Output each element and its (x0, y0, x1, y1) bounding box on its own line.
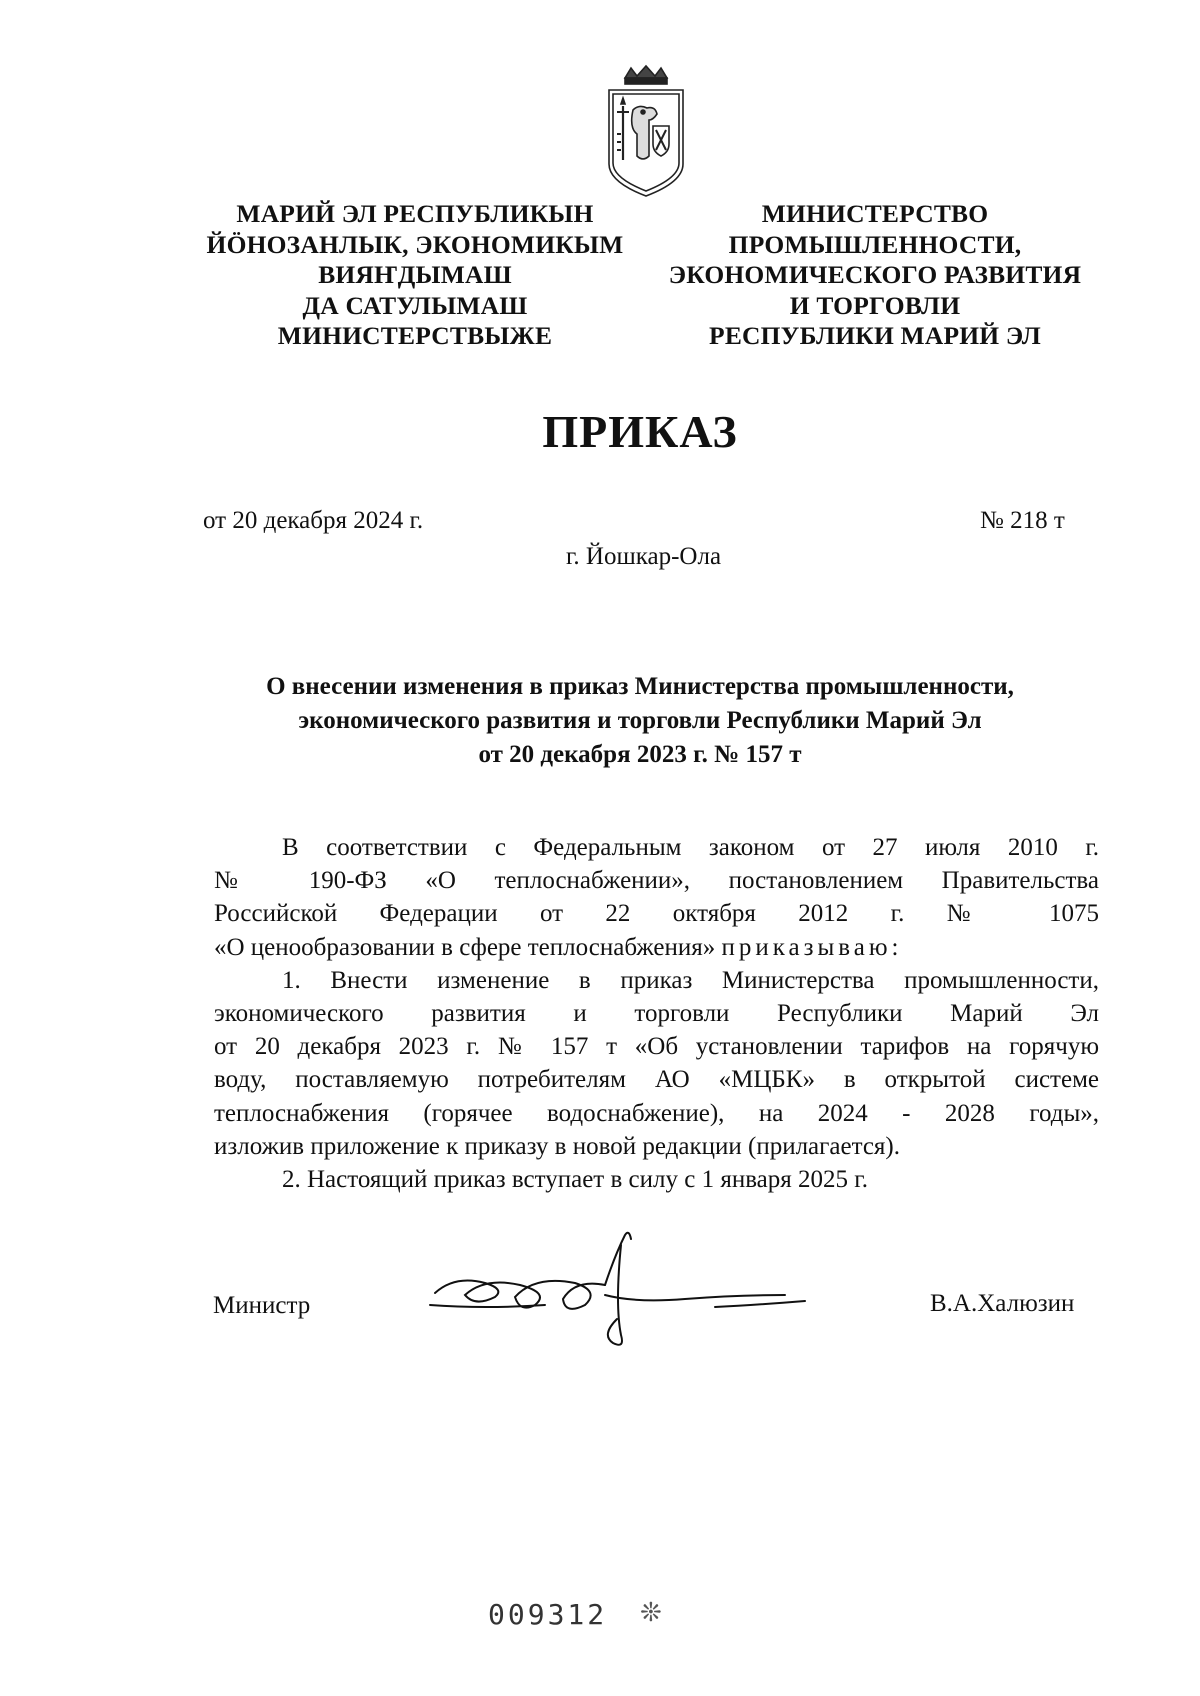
header-right-line: ЭКОНОМИЧЕСКОГО РАЗВИТИЯ (668, 260, 1082, 289)
document-city: г. Йошкар-Ола (566, 543, 722, 570)
handwritten-signature (425, 1225, 885, 1365)
header-left-line: МАРИЙ ЭЛ РЕСПУБЛИКЫН (236, 199, 594, 228)
header-left-line: ДА САТУЛЫМАШ (302, 290, 528, 320)
signer-name: В.А.Халюзин (930, 1290, 1075, 1317)
document-body (214, 831, 1099, 1196)
subject-line: О внесении изменения в приказ Министерства промышленности, (266, 673, 1014, 700)
document-title: ПРИКАЗ (542, 406, 738, 457)
body-line: экономического развития и торговли Республики Марий Эл (214, 999, 1099, 1027)
header-left-mari (200, 199, 630, 352)
body-line: В соответствии с Федеральным законом от 27 июля 2010 г. (282, 834, 1099, 861)
document-number: № 218 т (980, 507, 1065, 534)
subject-line: экономического развития и торговли Республики Марий Эл (298, 707, 982, 734)
document-date: от 20 декабря 2024 г. (203, 507, 424, 534)
coat-of-arms-emblem (603, 64, 689, 200)
header-right-line: И ТОРГОВЛИ (789, 290, 961, 320)
header-right-line: РЕСПУБЛИКИ МАРИЙ ЭЛ (709, 321, 1041, 350)
header-left-line: ЙӦНОЗАНЛЫК, ЭКОНОМИКЫМ (206, 229, 624, 259)
body-line: Российской Федерации от 22 октября 2012 г. № 1075 (214, 900, 1099, 928)
body-line: от 20 декабря 2023 г. № 157 т «Об установлении тарифов на горячую (214, 1033, 1099, 1061)
header-left-line: МИНИСТЕРСТВЫЖЕ (277, 321, 553, 350)
order-word: приказываю: (721, 933, 903, 961)
serial-number: 009312 (488, 1598, 608, 1631)
body-line: теплоснабжения (горячее водоснабжение), на 2024 - 2028 годы», (214, 1099, 1099, 1127)
body-line: 1. Внести изменение в приказ Министерства промышленности, (282, 966, 1099, 994)
subject-line: от 20 декабря 2023 г. № 157 т (478, 741, 802, 768)
body-line: 2. Настоящий приказ вступает в силу с 1 января 2025 г. (282, 1165, 868, 1193)
header-left-line: ВИЯҤДЫМАШ (318, 260, 512, 289)
body-line: воду, поставляемую потребителям АО «МЦБК» в открытой системе (214, 1066, 1099, 1094)
header-right-russian (660, 199, 1090, 352)
header-right-line: МИНИСТЕРСТВО (761, 199, 989, 228)
serial-mark-icon: ❊ (640, 1598, 662, 1627)
body-line: № 190-ФЗ «О теплоснабжении», постановлением Правительства (214, 867, 1099, 895)
body-line-text: «О ценообразовании в сфере теплоснабжения» (214, 933, 716, 961)
body-line (214, 931, 1099, 964)
document-subject (180, 670, 1100, 772)
signer-position: Министр (213, 1292, 311, 1319)
header-right-line: ПРОМЫШЛЕННОСТИ, (728, 229, 1022, 259)
body-line: изложив приложение к приказу в новой редакции (прилагается). (214, 1132, 900, 1160)
